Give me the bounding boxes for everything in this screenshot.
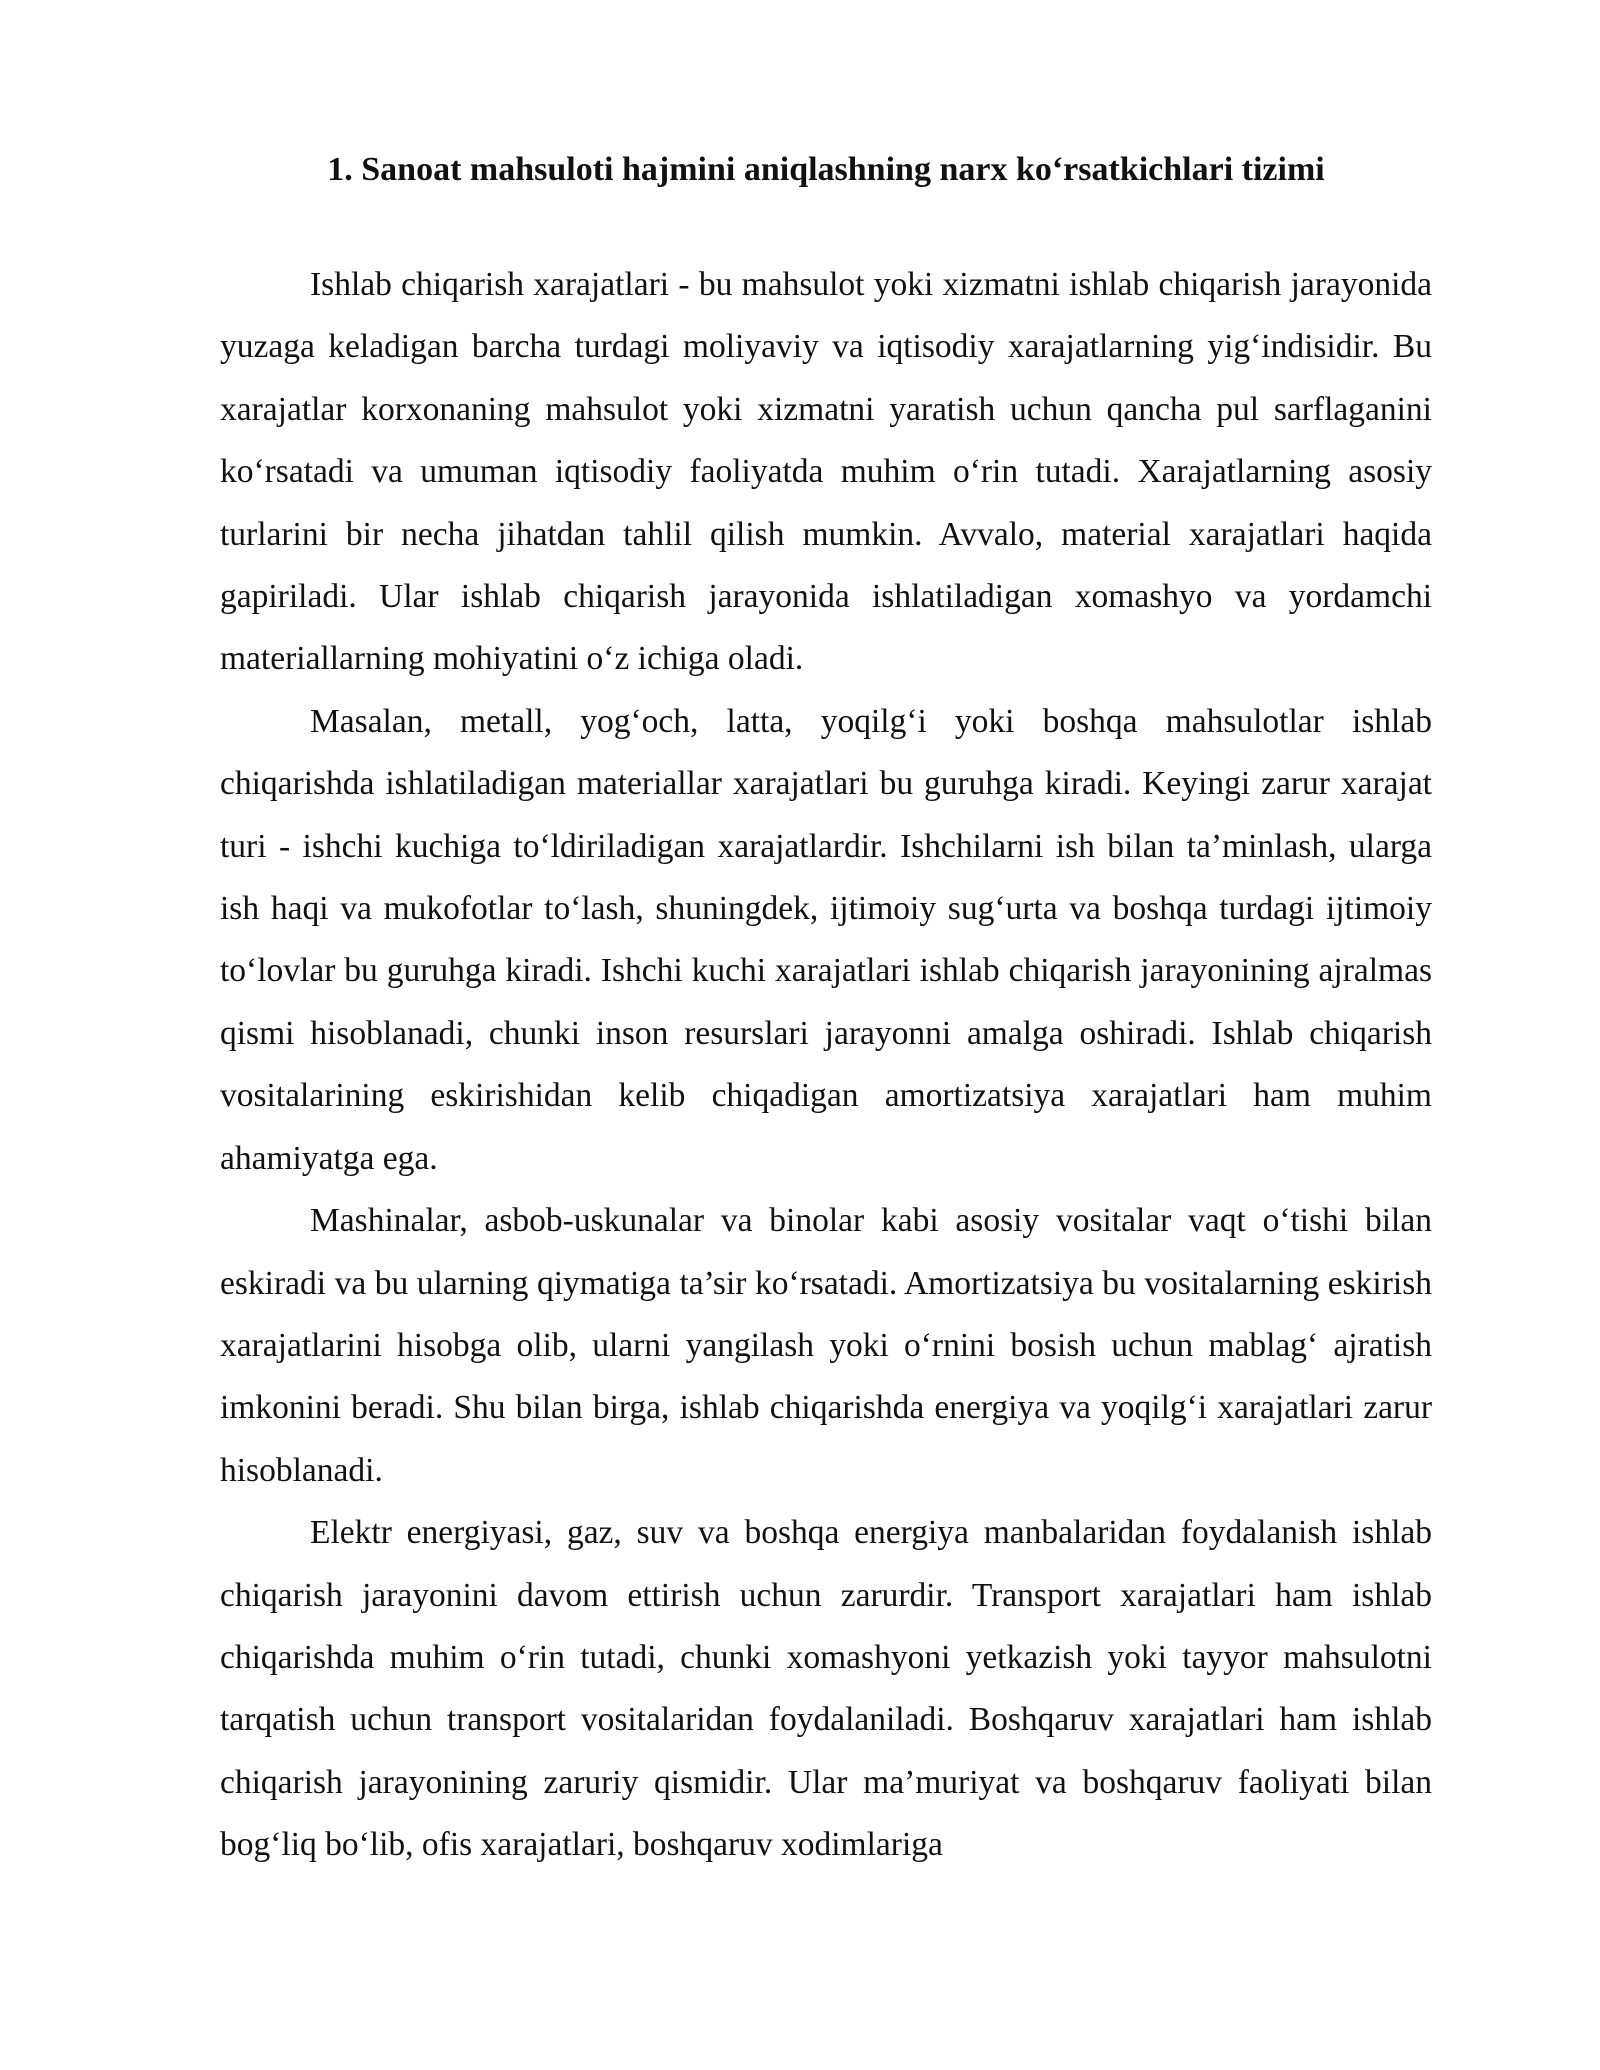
section-heading: 1. Sanoat mahsuloti hajmini aniqlashning narx koʻrsatkichlari tizimi xyxy=(327,151,1325,188)
paragraph: Ishlab chiqarish xarajatlari - bu mahsulot yoki xizmatni ishlab chiqarish jarayonida yuzaga keladigan barcha turdagi moliyaviy va iqtisodiy xarajatlarning yigʻindisidir. Bu xarajatlar korxonaning mahsulot yoki xizmatni yaratish uchun qancha pul sarflaganini koʻrsatadi va umuman iqtisodiy faoliyatda muhim oʻrin tutadi. Xarajatlarning asosiy turlarini bir necha jihatdan tahlil qilish mumkin. Avvalo, material xarajatlari haqida gapiriladi. Ular ishlab chiqarish jarayonida ishlatiladigan xomashyo va yordamchi materiallarning mohiyatini oʻz ichiga oladi. xyxy=(220,266,1432,678)
paragraph: Elektr energiyasi, gaz, suv va boshqa energiya manbalaridan foydalanish ishlab chiqarish jarayonini davom ettirish uchun zarurdir. Transport xarajatlari ham ishlab chiqarishda muhim oʻrin tutadi, chunki xomashyoni yetkazish yoki tayyor mahsulotni tarqatish uchun transport vositalaridan foydalaniladi. Boshqaruv xarajatlari ham ishlab chiqarish jarayonining zaruriy qismidir. Ular ma’muriyat va boshqaruv faoliyati bilan bogʻliq boʻlib, ofis xarajatlari, boshqaruv xodimlariga xyxy=(220,1514,1432,1864)
document-page xyxy=(220,0,1432,1877)
paragraph: Masalan, metall, yogʻoch, latta, yoqilgʻi yoki boshqa mahsulotlar ishlab chiqarishda ishlatiladigan materiallar xarajatlari bu guruhga kiradi. Keyingi zarur xarajat turi - ishchi kuchiga toʻldiriladigan xarajatlardir. Ishchilarni ish bilan ta’minlash, ularga ish haqi va mukofotlar toʻlash, shuningdek, ijtimoiy sugʻurta va boshqa turdagi ijtimoiy toʻlovlar bu guruhga kiradi. Ishchi kuchi xarajatlari ishlab chiqarish jarayonining ajralmas qismi hisoblanadi, chunki inson resurslari jarayonni amalga oshiradi. Ishlab chiqarish vositalarining eskirishidan kelib chiqadigan amortizatsiya xarajatlari ham muhim ahamiyatga ega. xyxy=(220,702,1432,1177)
document-body xyxy=(220,254,1432,1877)
paragraph: Mashinalar, asbob-uskunalar va binolar kabi asosiy vositalar vaqt oʻtishi bilan eskiradi va bu ularning qiymatiga ta’sir koʻrsatadi. Amortizatsiya bu vositalarning eskirish xarajatlarini hisobga olib, ularni yangilash yoki oʻrnini bosish uchun mablagʻ ajratish imkonini beradi. Shu bilan birga, ishlab chiqarishda energiya va yoqilgʻi xarajatlari zarur hisoblanadi. xyxy=(220,1202,1432,1489)
